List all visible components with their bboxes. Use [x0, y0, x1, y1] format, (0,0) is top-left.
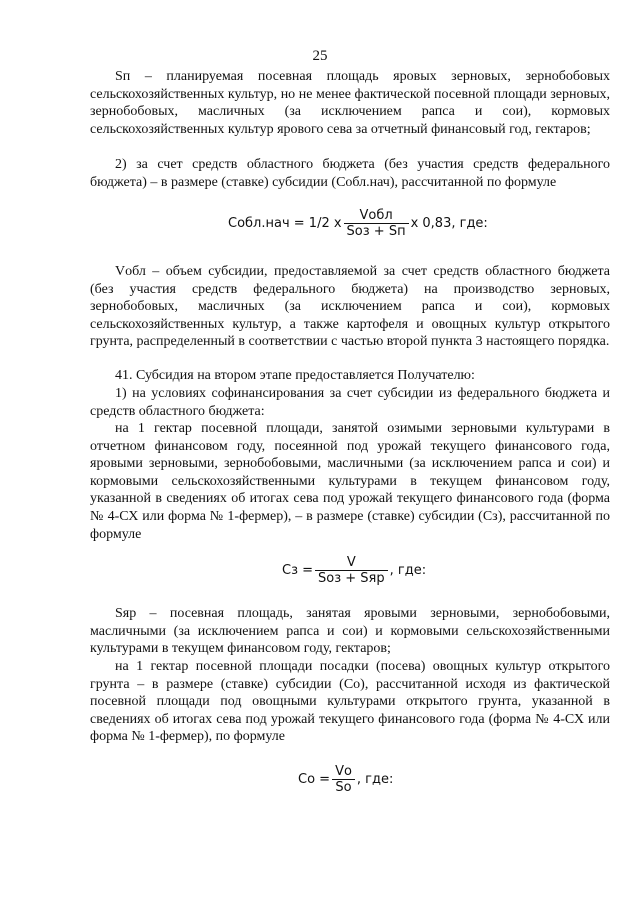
formula-lhs: Со = — [298, 772, 331, 787]
formula-lhs: Сз = — [282, 563, 314, 578]
paragraph-vobl-definition: Vобл – объем субсидии, предоставляемой за счет средств областного бюджета (без участия средств федерального бюджета) на производство зерновых, зернобобовых, масличных (за исключением рапса и сои), кормовых сельскохозяйственных культур, а также картофеля и овощных культур открытого грунта, распределенный в соответствии с частью второй пункта 3 настоящего порядка. — [90, 264, 610, 350]
paragraph-sp-definition: Sп – планируемая посевная площадь яровых зерновых, зернобобовых сельскохозяйственных культур, но не менее фактической посевной площади зерновых, зернобобовых, масличных (за исключением рапса и сои), кормовых сельскохозяйственных культур ярового сева за отчетный финансовый год, гектаров; — [90, 69, 610, 137]
paragraph-syar-definition: Sяр – посевная площадь, занятая яровыми зерновыми, зернобобовыми, масличными (за исключением рапса и сои) и кормовыми сельскохозяйственными культурами в текущем финансовом году, гектаров; — [90, 606, 610, 657]
paragraph-item-2: 2) за счет средств областного бюджета (без участия средств федерального бюджета) – в размере (ставке) субсидии (Cобл.нач), рассчитанной по формуле — [90, 157, 610, 190]
formula-numerator: V — [346, 555, 356, 570]
paragraph-per-hectare-vegetables: на 1 гектар посевной площади посадки (посева) овощных культур открытого грунта – в размере (ставке) субсидии (Со), рассчитанной исходя из фактической посевной площади под овощными культурами открытого грунта, указанной в сведениях об итогах сева под урожай текущего финансового года (форма № 4-СХ или форма № 1-фермер), по формуле — [90, 659, 610, 745]
paragraph-41: 41. Субсидия на втором этапе предоставляется Получателю: — [115, 368, 475, 383]
formula-c-z — [282, 555, 426, 586]
formula-rhs: x 0,83, где: — [410, 216, 488, 231]
formula-c-obl-nach — [228, 208, 488, 239]
formula-c-o — [298, 764, 393, 795]
formula-fraction — [332, 764, 355, 795]
formula-fraction — [344, 208, 409, 239]
formula-rhs: , где: — [389, 563, 427, 578]
formula-lhs: Cобл.нач = 1/2 x — [228, 216, 342, 231]
page-number: 25 — [312, 48, 328, 64]
paragraph-41-item-1: 1) на условиях софинансирования за счет субсидии из федерального бюджета и средств областного бюджета: — [90, 386, 610, 419]
paragraph-per-hectare-winter: на 1 гектар посевной площади, занятой озимыми зерновыми культурами в отчетном финансовом году, посеянной под урожай текущего финансового года, яровыми зерновыми, зернобобовыми, масличными (за исключением рапса и сои) и кормовыми сельскохозяйственными культурами в текущем финансовом году, указанной в сведениях об итогах сева под урожай текущего финансового года (форма № 4-СХ или форма № 1-фермер), – в размере (ставке) субсидии (Сз), рассчитанной по формуле — [90, 421, 610, 542]
formula-rhs: , где: — [356, 772, 394, 787]
formula-numerator: Vобл — [359, 208, 393, 223]
formula-fraction — [315, 555, 388, 586]
formula-denominator: Sо — [332, 779, 354, 795]
formula-denominator: Sоз + Sяр — [315, 570, 388, 586]
formula-numerator: Vо — [335, 764, 352, 779]
formula-denominator: Sоз + Sп — [344, 223, 409, 239]
